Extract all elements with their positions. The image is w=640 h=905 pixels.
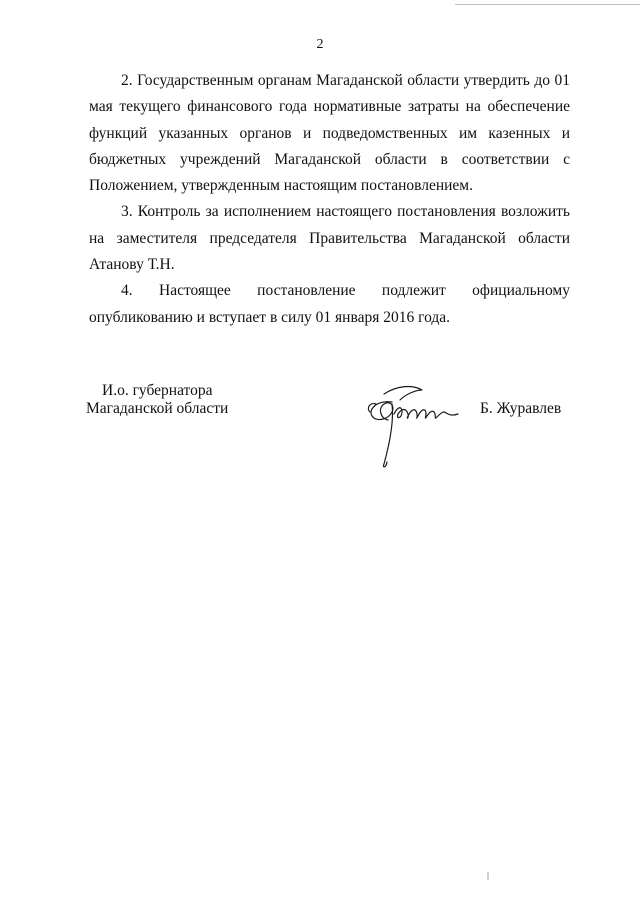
paragraph-3: 3. Контроль за исполнением настоящего постановления возложить на заместителя председателя Правительства Магаданской области Атанову Т.Н. bbox=[89, 203, 570, 274]
signatory-position-line2: Магаданской области bbox=[86, 400, 229, 417]
signatory-position-line1: И.о. губернатора bbox=[102, 382, 213, 399]
signatory-position bbox=[86, 382, 256, 418]
page-number: 2 bbox=[316, 37, 324, 52]
paragraph-2: 2. Государственным органам Магаданской области утвердить до 01 мая текущего финансового года нормативные затраты на обеспечение функций указанных органов и подведомственных им казенных и бюджетных учреждений Магаданской области в соответствии с Положением, утвержденным настоящим постановлением. bbox=[89, 72, 570, 195]
signatory-name: Б. Журавлев bbox=[480, 400, 562, 417]
document-body bbox=[89, 68, 570, 331]
handwritten-signature bbox=[362, 380, 462, 472]
paragraph-4: 4. Настоящее постановление подлежит официальному опубликованию и вступает в силу 01 января 2016 года. bbox=[89, 282, 570, 326]
top-edge-rule bbox=[455, 4, 640, 5]
scan-artifact bbox=[487, 872, 489, 880]
